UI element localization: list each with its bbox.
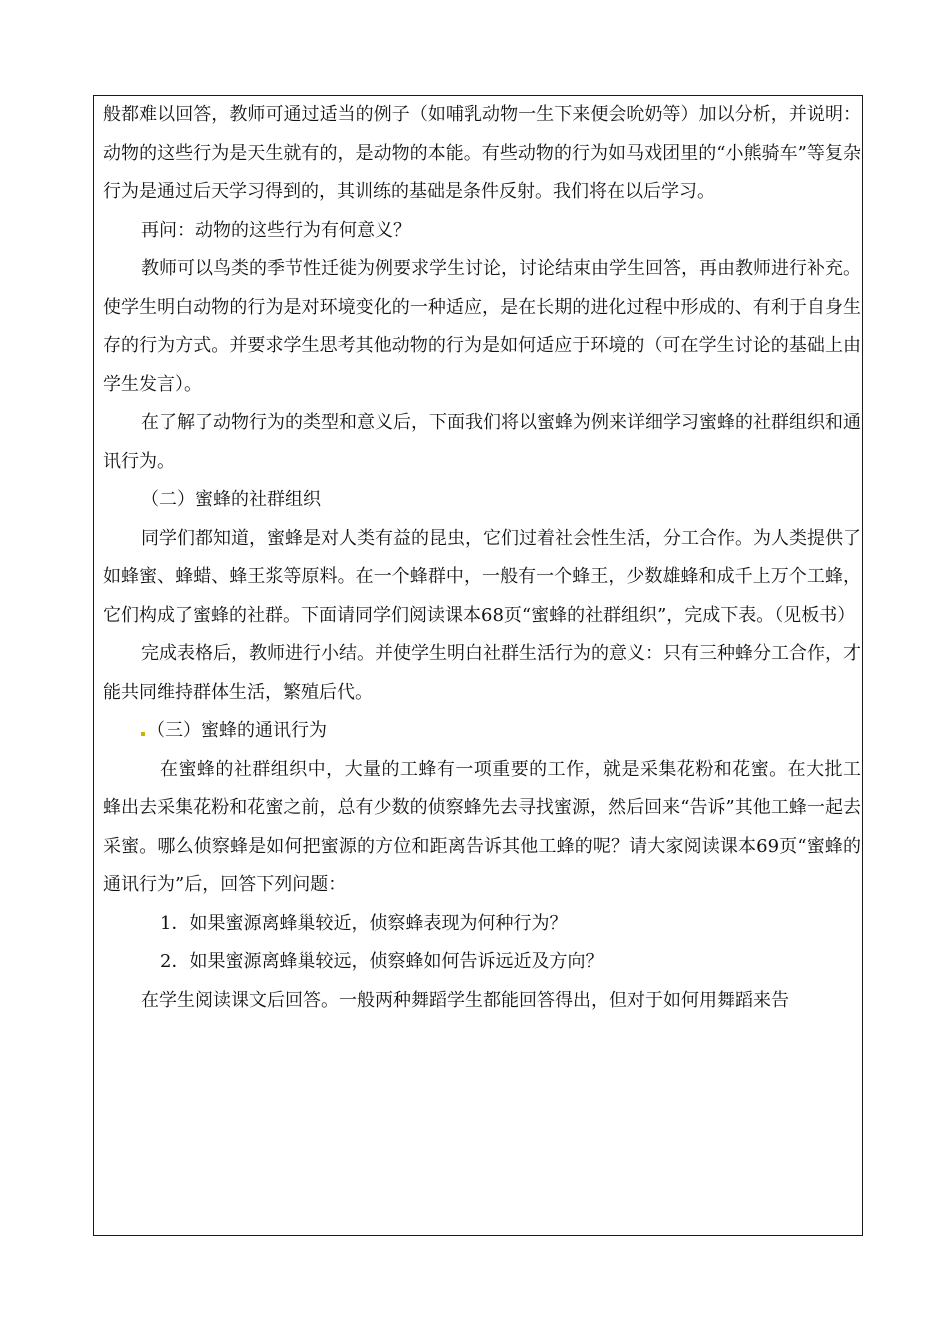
question-1: 1．如果蜜源离蜂巢较近，侦察蜂表现为何种行为？ xyxy=(160,912,568,934)
paragraph-transition-bees: 在了解了动物行为的类型和意义后，下面我们将以蜜蜂为例来详细学习蜜蜂的社群组织和通讯行为。 xyxy=(103,412,861,472)
paragraph-question-meaning: 再问：动物的这些行为有何意义？ xyxy=(141,219,411,241)
paragraph-answers: 在学生阅读课文后回答。一般两种舞蹈学生都能回答得出，但对于如何用舞蹈来告 xyxy=(141,989,789,1011)
paragraph-bird-migration: 教师可以鸟类的季节性迁徙为例要求学生讨论，讨论结束由学生回答，再由教师进行补充。使学生明白动物的行为是对环境变化的一种适应，是在长期的进化过程中形成的、有利于自身生存的行为方式。并要求学生思考其他动物的行为是如何适应于环境的（可在学生讨论的基础上由学生发言）。 xyxy=(103,258,861,395)
paragraph-bee-society: 同学们都知道，蜜蜂是对人类有益的昆虫，它们过着社会性生活，分工合作。为人类提供了如蜂蜜、蜂蜡、蜂王浆等原料。在一个蜂群中，一般有一个蜂王，少数雄蜂和成千上万个工蜂，它们构成了蜜蜂的社群。下面请同学们阅读课本68页“蜜蜂的社群组织”，完成下表。（见板书） xyxy=(103,527,861,626)
heading-bee-communication xyxy=(103,712,861,751)
paragraph-scout-bees: 在蜜蜂的社群组织中，大量的工蜂有一项重要的工作，就是采集花粉和花蜜。在大批工蜂出去采集花粉和花蜜之前，总有少数的侦察蜂先去寻找蜜源，然后回来“告诉”其他工蜂一起去采蜜。哪么侦察蜂是如何把蜜源的方位和距离告诉其他工蜂的呢？请大家阅读课本69页“蜜蜂的通讯行为”后，回答下列问题： xyxy=(103,758,861,895)
heading-text: （三）蜜蜂的通讯行为 xyxy=(147,720,327,741)
paragraph-instinct-explanation: 般都难以回答，教师可通过适当的例子（如哺乳动物一生下来便会吮奶等）加以分析，并说明：动物的这些行为是天生就有的，是动物的本能。有些动物的行为如马戏团里的“小熊骑车”等复杂行为是通过后天学习得到的，其训练的基础是条件反射。我们将在以后学习。 xyxy=(103,104,861,202)
heading-bee-social-organization: （二）蜜蜂的社群组织 xyxy=(141,489,321,510)
paragraph-summary: 完成表格后，教师进行小结。并使学生明白社群生活行为的意义：只有三种蜂分工合作，才能共同维持群体生活，繁殖后代。 xyxy=(103,643,861,703)
document-body xyxy=(103,96,861,1020)
question-2: 2．如果蜜源离蜂巢较远，侦察蜂如何告诉远近及方向？ xyxy=(160,951,604,972)
highlight-marker xyxy=(141,732,145,736)
